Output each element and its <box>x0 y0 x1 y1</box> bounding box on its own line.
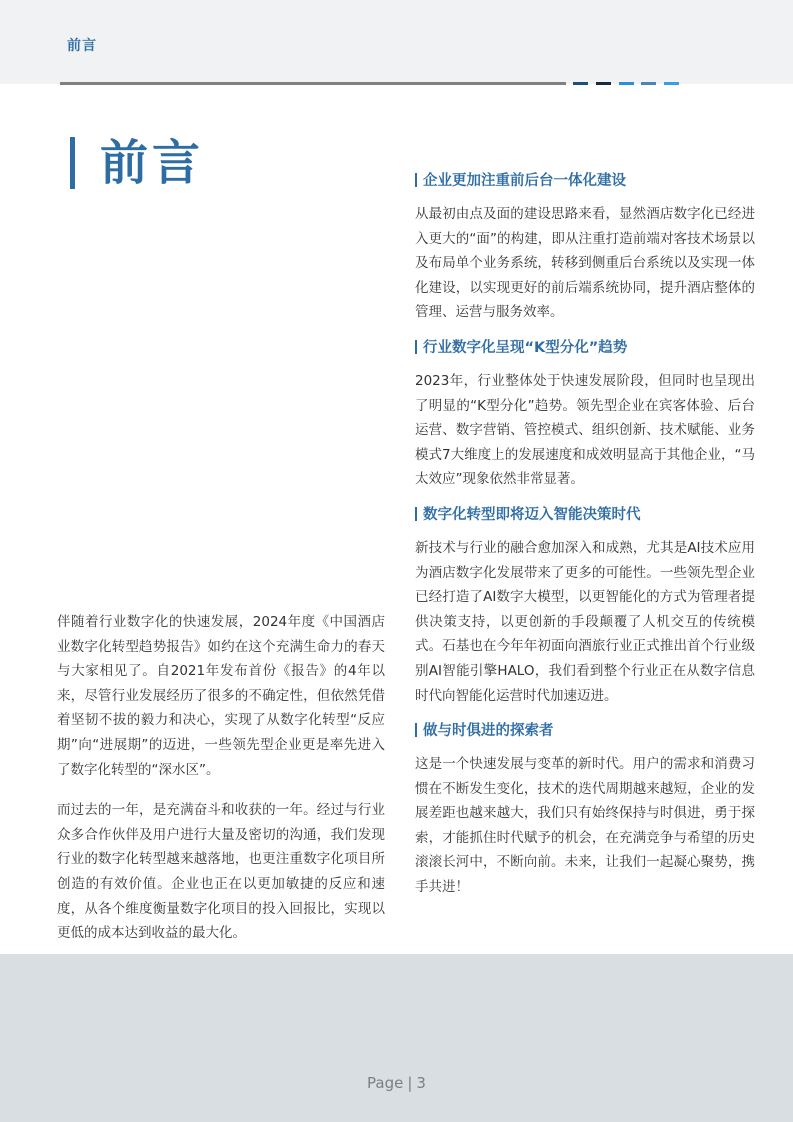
color-segment-1 <box>573 82 588 85</box>
section-heading <box>415 718 755 744</box>
header-divider <box>60 82 566 85</box>
heading-bar <box>415 507 417 521</box>
title-accent-bar <box>70 137 75 189</box>
section-heading <box>415 335 755 361</box>
heading-bar <box>415 723 417 737</box>
page-label: Page <box>367 1074 404 1092</box>
footer-band <box>0 954 793 1122</box>
color-segment-2 <box>596 82 611 85</box>
color-segment-5 <box>664 82 679 85</box>
section-body: 从最初由点及面的建设思路来看，显然酒店数字化已经进入更大的“面”的构建，即从注重打造前端对客技术场景以及布局单个业务系统，转移到侧重后台系统以及实现一体化建设，以实现更好的前后端系统协同，提升酒店整体的管理、运营与服务效率。 <box>415 206 755 321</box>
section-intelligent-decision <box>415 502 755 708</box>
section-heading <box>415 502 755 528</box>
heading-bar <box>415 340 417 354</box>
section-body: 新技术与行业的融合愈加深入和成熟，尤其是AI技术应用为酒店数字化发展带来了更多的可能性。一些领先型企业已经打造了AI数字大模型，以更智能化的方式为管理者提供决策支持，以更创新的手段颠覆了人机交互的传统模式。石基也在今年年初面向酒旅行业正式推出首个行业级别AI智能引擎HALO，我们看到整个行业正在从数字信息时代向智能化运营时代加速迈进。 <box>415 539 755 704</box>
page-title <box>70 133 204 193</box>
intro-column <box>57 610 385 946</box>
color-segment-4 <box>641 82 656 85</box>
section-explorer <box>415 718 755 900</box>
section-integration <box>415 168 755 325</box>
page-separator: | <box>407 1074 413 1092</box>
section-heading-text: 行业数字化呈现“K型分化”趋势 <box>423 339 628 356</box>
page-number-value: 3 <box>416 1074 426 1092</box>
findings-column <box>415 168 755 900</box>
header-band <box>0 0 793 84</box>
section-body: 这是一个快速发展与变革的新时代。用户的需求和消费习惯在不断发生变化，技术的迭代周期越来越短，企业的发展差距也越来越大，我们只有始终保持与时俱进，勇于探索，才能抓住时代赋予的机会，在充满竞争与希望的历史滚滚长河中，不断向前。未来，让我们一起凝心聚势，携手共进！ <box>415 756 755 896</box>
section-heading-text: 企业更加注重前后台一体化建设 <box>423 173 626 189</box>
section-k-shaped <box>415 335 755 492</box>
section-body: 2023年，行业整体处于快速发展阶段，但同时也呈现出了明显的“K型分化”趋势。领先型企业在宾客体验、后台运营、数字营销、管控模式、组织创新、技术赋能、业务模式7大维度上的发展速度和成效明显高于其他企业，“马太效应”现象依然非常显著。 <box>415 372 755 488</box>
header-section-label: 前言 <box>67 38 97 54</box>
page-title-text: 前言 <box>100 135 205 191</box>
page-number <box>0 1074 793 1092</box>
color-segment-3 <box>619 82 634 85</box>
heading-bar <box>415 173 417 187</box>
intro-paragraph-2: 而过去的一年，是充满奋斗和收获的一年。经过与行业众多合作伙伴及用户进行大量及密切的沟通，我们发现行业的数字化转型越来越落地，也更注重数字化项目所创造的有效价值。企业也正在以更加敏捷的反应和速度，从各个维度衡量数字化项目的投入回报比，实现以更低的成本达到收益的最大化。 <box>57 802 385 942</box>
section-heading-text: 做与时俱进的探索者 <box>423 723 554 740</box>
intro-paragraph-1: 伴随着行业数字化的快速发展，2024年度《中国酒店业数字化转型趋势报告》如约在这个充满生命力的春天与大家相见了。自2021年发布首份《报告》的4年以来，尽管行业发展经历了很多的不确定性，但依然凭借着坚韧不拔的毅力和决心，实现了从数字化转型“反应期”向“进展期”的迈进，一些领先型企业更是率先进入了数字化转型的“深水区”。 <box>57 614 385 778</box>
section-heading <box>415 168 755 194</box>
section-heading-text: 数字化转型即将迈入智能决策时代 <box>423 506 641 523</box>
